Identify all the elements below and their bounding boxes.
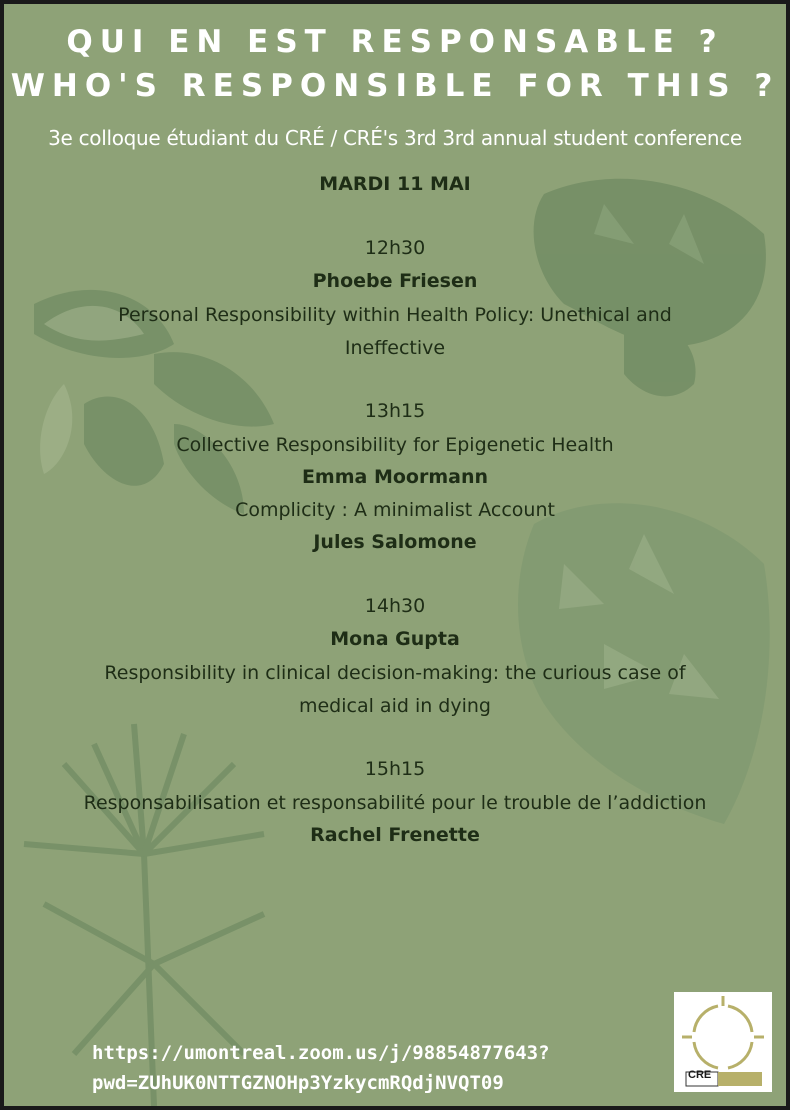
session-talk-line: Complicity : A minimalist Account xyxy=(235,499,555,521)
session-talk-line: medical aid in dying xyxy=(298,695,491,717)
subtitle: 3e colloque étudiant du CRÉ / CRÉ's 3rd 3rd annual student conference xyxy=(48,126,742,150)
session-talk-line: Personal Responsibility within Health Policy: Unethical and xyxy=(118,304,672,326)
event-date: MARDI 11 MAI xyxy=(319,173,471,195)
session-time: 13h15 xyxy=(364,400,426,422)
title-english: WHO'S RESPONSIBLE FOR THIS ? xyxy=(10,68,780,104)
session-speaker: Mona Gupta xyxy=(330,628,460,650)
title-french: QUI EN EST RESPONSABLE ? xyxy=(66,24,724,60)
zoom-link-line[interactable]: pwd=ZUhUK0NTTGZNOHp3YzkycmRQdjNVQT09 xyxy=(92,1072,504,1094)
session-talk-line: Ineffective xyxy=(344,337,446,359)
session-talk-line: Collective Responsibility for Epigenetic Health xyxy=(176,434,614,456)
session-time: 12h30 xyxy=(364,237,426,259)
zoom-link-line[interactable]: https://umontreal.zoom.us/j/98854877643? xyxy=(92,1042,550,1064)
session-time: 14h30 xyxy=(364,595,426,617)
session-speaker: Jules Salomone xyxy=(313,531,477,553)
poster xyxy=(4,4,786,1106)
session-time: 15h15 xyxy=(364,758,426,780)
session-talk-line: Responsabilisation et responsabilité pour le trouble de l’addiction xyxy=(83,792,707,814)
leaf-decoration xyxy=(4,4,786,1106)
session-speaker: Rachel Frenette xyxy=(310,824,480,846)
session-talk-line: Responsibility in clinical decision-making: the curious case of xyxy=(104,662,686,684)
cre-logo xyxy=(674,992,772,1092)
session-speaker: Phoebe Friesen xyxy=(312,270,478,292)
logo-text: CRE xyxy=(688,1069,712,1081)
session-speaker: Emma Moormann xyxy=(301,466,489,488)
